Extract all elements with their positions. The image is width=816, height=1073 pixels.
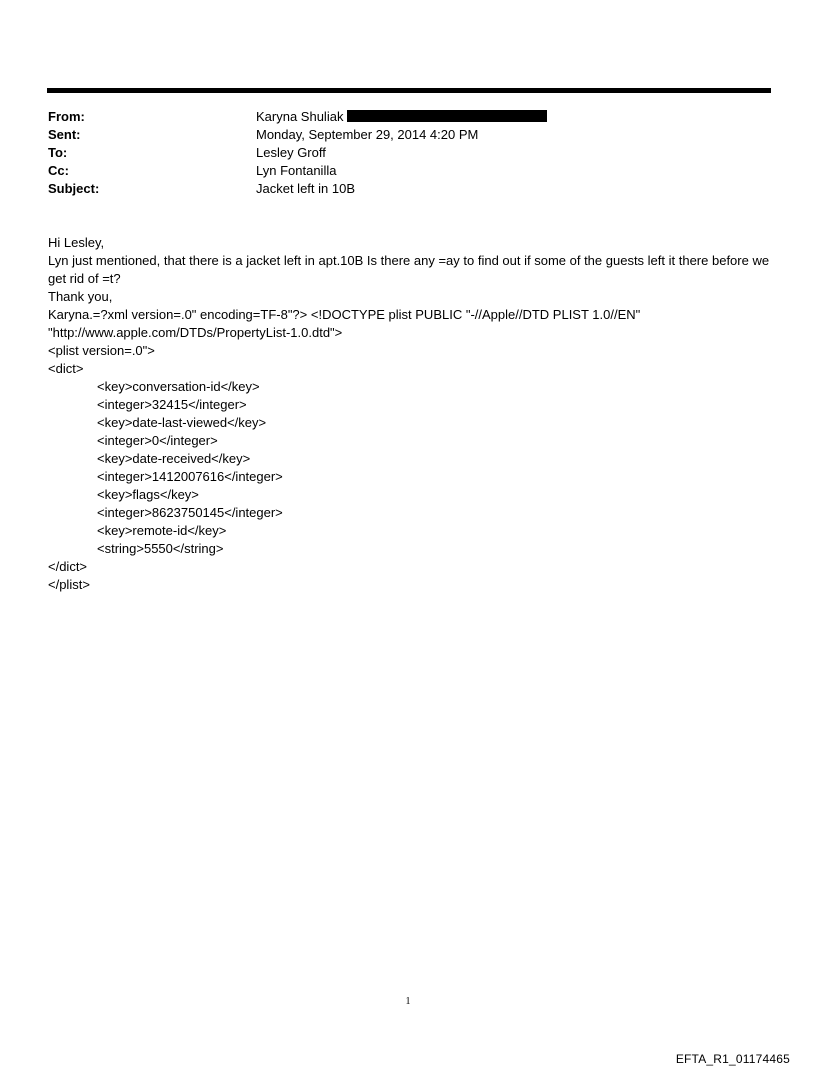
bates-number: EFTA_R1_01174465	[675, 1052, 790, 1066]
body-line: Lyn just mentioned, that there is a jacket left in apt.10B Is there any =ay to find out if some of the guests left it there before we get rid of =t?	[48, 253, 770, 286]
header-divider	[47, 88, 771, 93]
dict-line: <integer>8623750145</integer>	[97, 505, 283, 520]
from-value: Karyna Shuliak	[256, 109, 344, 124]
dict-line: <key>date-last-viewed</key>	[97, 415, 267, 430]
cc-row	[48, 162, 768, 180]
body-line: <plist version=.0">	[48, 343, 155, 358]
to-label: To:	[48, 145, 68, 160]
dict-line: <integer>32415</integer>	[97, 397, 247, 412]
dict-line: <key>date-received</key>	[97, 451, 251, 466]
closing-line: </plist>	[48, 577, 90, 592]
sent-value: Monday, September 29, 2014 4:20 PM	[256, 127, 479, 142]
dict-line: <integer>0</integer>	[97, 433, 218, 448]
body-line: <dict>	[48, 361, 84, 376]
dict-line: <string>5550</string>	[97, 541, 224, 556]
subject-label: Subject:	[48, 181, 100, 196]
sent-row	[48, 126, 768, 144]
email-header	[48, 108, 768, 198]
page-number: 1	[405, 996, 411, 1007]
to-value: Lesley Groff	[256, 145, 326, 160]
dict-line: <key>remote-id</key>	[97, 523, 227, 538]
dict-line: <key>conversation-id</key>	[97, 379, 260, 394]
body-line: Karyna.=?xml version=.0" encoding=TF-8"?> <!DOCTYPE plist PUBLIC "-//Apple//DTD PLIST 1.0//EN" "http://www.apple.com/DTDs/PropertyList-1.0.dtd">	[48, 307, 641, 340]
dict-line: <key>flags</key>	[97, 487, 199, 502]
to-row	[48, 144, 768, 162]
dict-line: <integer>1412007616</integer>	[97, 469, 283, 484]
body-line: Thank you,	[48, 289, 113, 304]
email-body	[48, 234, 772, 594]
body-line: Hi Lesley,	[48, 235, 105, 250]
subject-value: Jacket left in 10B	[256, 181, 355, 196]
closing-line: </dict>	[48, 559, 88, 574]
cc-value: Lyn Fontanilla	[256, 163, 337, 178]
from-label: From:	[48, 109, 85, 124]
sent-label: Sent:	[48, 127, 81, 142]
redaction-block	[347, 110, 547, 122]
subject-row	[48, 180, 768, 198]
from-row	[48, 108, 768, 126]
cc-label: Cc:	[48, 163, 69, 178]
